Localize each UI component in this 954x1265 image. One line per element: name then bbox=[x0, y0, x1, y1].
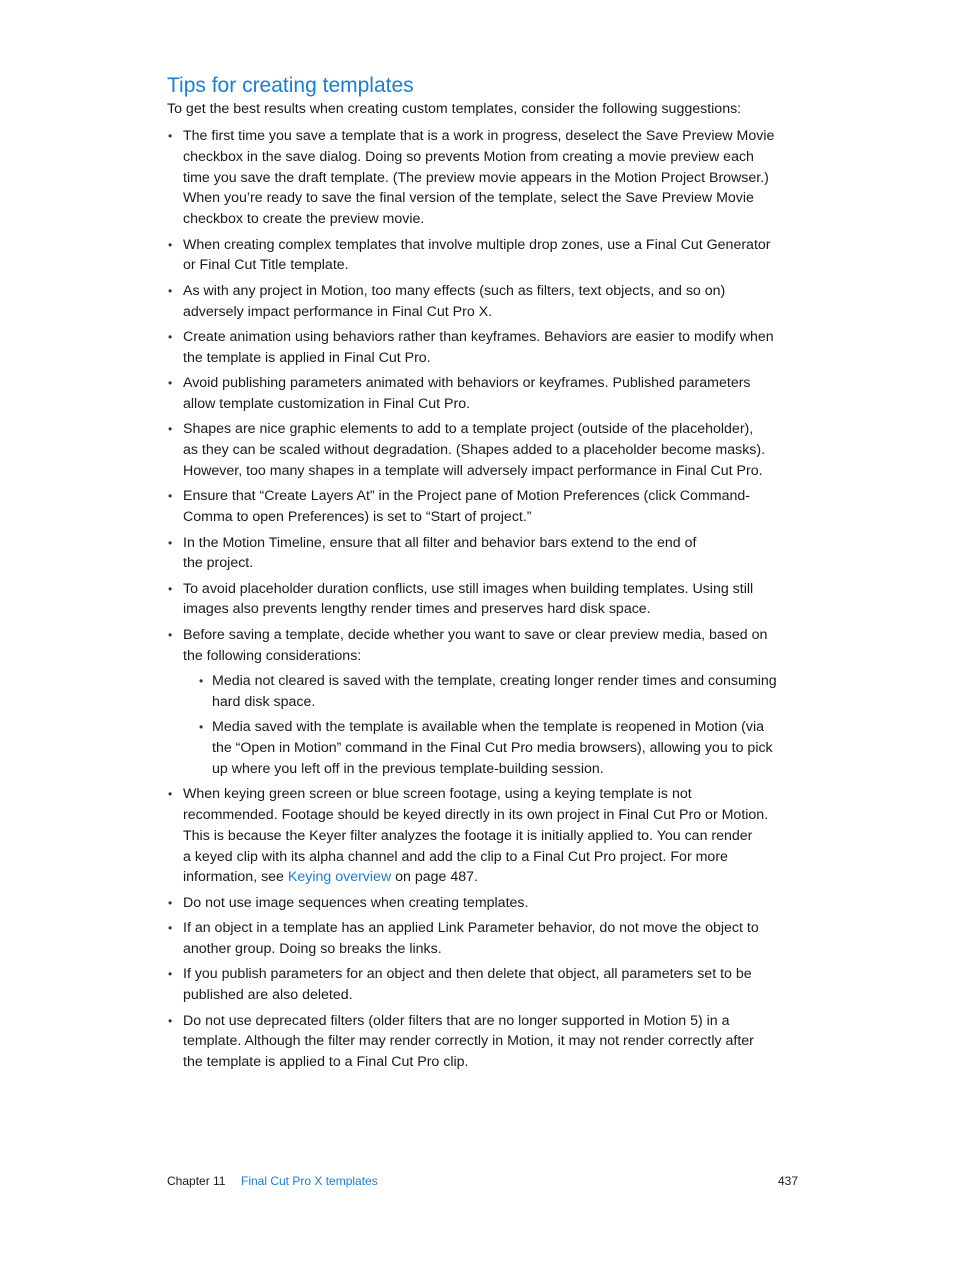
text-line: Media saved with the template is available when the template is reopened in Motion (via bbox=[212, 719, 765, 736]
bullet-glyph: • bbox=[168, 489, 173, 504]
bullet-glyph: • bbox=[168, 329, 173, 344]
list-item bbox=[167, 1011, 795, 1073]
bullet-glyph: • bbox=[199, 720, 204, 735]
keying-overview-link[interactable]: Keying overview bbox=[287, 869, 392, 886]
text-line: checkbox to create the preview movie. bbox=[183, 211, 425, 228]
footer-chapter-label: Chapter 11 bbox=[167, 1174, 226, 1188]
text-line: as they can be scaled without degradation. (Shapes added to a placeholder become masks). bbox=[183, 442, 766, 459]
bullet-glyph: • bbox=[168, 237, 173, 252]
text-line: another group. Doing so breaks the links. bbox=[183, 941, 442, 957]
footer-chapter-title-link[interactable]: Final Cut Pro X templates bbox=[241, 1174, 378, 1188]
text-line: Create animation using behaviors rather than keyframes. Behaviors are easier to modify when bbox=[183, 328, 774, 345]
list-item bbox=[167, 419, 795, 481]
text-line: the template is applied in Final Cut Pro. bbox=[183, 349, 431, 366]
text-line: If an object in a template has an applied Link Parameter behavior, do not move the object to bbox=[183, 920, 759, 937]
bullet-glyph: • bbox=[168, 129, 173, 143]
text-line: In the Motion Timeline, ensure that all filter and behavior bars extend to the end of bbox=[183, 534, 697, 551]
text-line: time you save the draft template. (The preview movie appears in the Motion Project Browser.) bbox=[183, 169, 769, 186]
list-item bbox=[167, 918, 795, 960]
text-line: or Final Cut Title template. bbox=[183, 257, 349, 274]
text-line bbox=[183, 867, 795, 888]
list-item bbox=[167, 281, 795, 323]
text-line: Before saving a template, decide whether you want to save or clear preview media, based on bbox=[183, 626, 768, 643]
footer-page-number: 437 bbox=[777, 1174, 798, 1188]
bullet-glyph: • bbox=[168, 422, 173, 437]
text-line: However, too many shapes in a template will adversely impact performance in Final Cut Pro. bbox=[183, 462, 763, 479]
bullet-glyph: • bbox=[168, 581, 173, 596]
bullet-glyph: • bbox=[168, 535, 173, 550]
list-item bbox=[167, 533, 795, 575]
sub-list-item bbox=[183, 671, 795, 713]
list-item bbox=[167, 625, 795, 780]
bullet-glyph: • bbox=[168, 967, 173, 982]
text-line: the template is applied to a Final Cut Pro clip. bbox=[183, 1054, 469, 1071]
text-line: published are also deleted. bbox=[183, 987, 353, 1004]
text-line: When you’re ready to save the final version of the template, select the Save Preview Movie bbox=[183, 190, 754, 207]
text-fragment: on page 487. bbox=[391, 869, 478, 886]
text-line: checkbox in the save dialog. Doing so prevents Motion from creating a movie preview each bbox=[183, 148, 754, 165]
bullet-glyph: • bbox=[168, 1013, 173, 1028]
text-line: This is because the Keyer filter analyzes the footage it is initially applied to. You can render bbox=[183, 827, 753, 844]
text-fragment: information, see bbox=[183, 869, 288, 886]
list-item bbox=[167, 893, 795, 914]
text-line: Media not cleared is saved with the template, creating longer render times and consuming bbox=[212, 673, 777, 690]
list-item bbox=[167, 235, 795, 277]
page-footer bbox=[167, 1172, 798, 1190]
text-line: a keyed clip with its alpha channel and add the clip to a Final Cut Pro project. For more bbox=[183, 848, 728, 865]
text-line: If you publish parameters for an object and then delete that object, all parameters set to be bbox=[183, 966, 752, 983]
list-item bbox=[167, 327, 795, 369]
bullet-glyph: • bbox=[168, 283, 173, 298]
list-item bbox=[167, 784, 795, 888]
bullet-glyph: • bbox=[168, 376, 173, 391]
text-line: images also prevents lengthy render times and preserves hard disk space. bbox=[183, 601, 651, 618]
text-line: The first time you save a template that is a work in progress, deselect the Save Preview Movie bbox=[183, 128, 775, 144]
section-heading: Tips for creating templates bbox=[167, 74, 414, 97]
text-line: adversely impact performance in Final Cut Pro X. bbox=[183, 303, 493, 320]
text-line: Ensure that “Create Layers At” in the Project pane of Motion Preferences (click Command- bbox=[183, 488, 750, 505]
text-line: Avoid publishing parameters animated with behaviors or keyframes. Published parameters bbox=[183, 375, 751, 392]
text-line: Do not use image sequences when creating templates. bbox=[183, 894, 529, 911]
text-line: template. Although the filter may render correctly in Motion, it may not render correctly after bbox=[183, 1033, 754, 1050]
text-line: Comma to open Preferences) is set to “Start of project.” bbox=[183, 509, 532, 526]
bullet-glyph: • bbox=[168, 895, 173, 910]
bullet-glyph: • bbox=[168, 921, 173, 936]
text-line: recommended. Footage should be keyed directly in its own project in Final Cut Pro or Motion. bbox=[183, 807, 769, 824]
sub-list-item bbox=[183, 717, 795, 779]
text-line: the following considerations: bbox=[183, 647, 362, 664]
list-item bbox=[167, 486, 795, 528]
list-item bbox=[167, 579, 795, 621]
list-item bbox=[167, 964, 795, 1006]
text-line: Do not use deprecated filters (older filters that are no longer supported in Motion 5) in a bbox=[183, 1012, 730, 1029]
text-line: the project. bbox=[183, 555, 254, 572]
text-line: When keying green screen or blue screen footage, using a keying template is not bbox=[183, 786, 692, 803]
bullet-glyph: • bbox=[199, 674, 204, 689]
text-line: hard disk space. bbox=[212, 693, 316, 710]
text-line: Shapes are nice graphic elements to add to a template project (outside of the placeholder), bbox=[183, 421, 754, 438]
bullet-glyph: • bbox=[168, 787, 173, 802]
intro-paragraph: To get the best results when creating custom templates, consider the following suggestions: bbox=[167, 101, 742, 117]
text-line: When creating complex templates that involve multiple drop zones, use a Final Cut Generator bbox=[183, 236, 771, 253]
text-line: the “Open in Motion” command in the Final Cut Pro media browsers), allowing you to pick bbox=[212, 740, 773, 757]
sub-list bbox=[183, 671, 795, 780]
bullet-glyph: • bbox=[168, 627, 173, 642]
text-line: To avoid placeholder duration conflicts, use still images when building templates. Using still bbox=[183, 580, 754, 597]
text-line: As with any project in Motion, too many effects (such as filters, text objects, and so on) bbox=[183, 282, 726, 299]
text-line: up where you left off in the previous template-building session. bbox=[212, 760, 604, 777]
list-item bbox=[167, 126, 795, 230]
text-line: allow template customization in Final Cut Pro. bbox=[183, 395, 471, 412]
tips-list bbox=[167, 126, 795, 1078]
list-item bbox=[167, 373, 795, 415]
